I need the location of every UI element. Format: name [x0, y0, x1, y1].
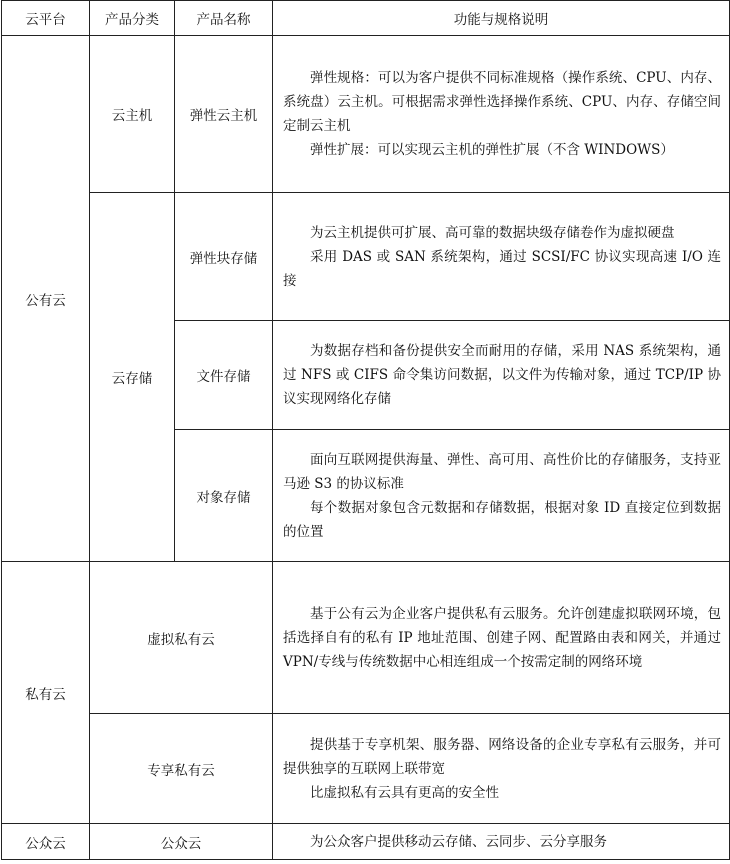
header-description: 功能与规格说明	[273, 1, 730, 36]
product-file-storage: 文件存储	[175, 321, 273, 430]
product-object-storage: 对象存储	[175, 430, 273, 562]
platform-public-cloud: 公有云	[2, 36, 90, 562]
product-elastic-host: 弹性云主机	[175, 36, 273, 193]
header-category: 产品分类	[90, 1, 175, 36]
platform-private-cloud: 私有云	[2, 562, 90, 824]
desc-virtual-private-cloud	[273, 562, 730, 714]
desc-paragraph: 提供基于专享机架、服务器、网络设备的企业专享私有云服务，并可提供独享的互联网上联带宽	[283, 736, 721, 777]
category-cloud-host: 云主机	[90, 36, 175, 193]
desc-block-storage	[273, 193, 730, 321]
desc-file-storage	[273, 321, 730, 430]
desc-paragraph: 为云主机提供可扩展、高可靠的数据块级存储卷作为虚拟硬盘	[310, 224, 675, 241]
product-consumer-cloud: 公众云	[90, 824, 273, 860]
category-cloud-storage: 云存储	[90, 193, 175, 562]
desc-paragraph: 弹性扩展：可以实现云主机的弹性扩展（不含 WINDOWS）	[310, 142, 674, 158]
cloud-products-table	[1, 0, 730, 860]
table-row	[2, 36, 730, 193]
desc-paragraph: 为公众客户提供移动云存储、云同步、云分享服务	[310, 833, 607, 850]
product-block-storage: 弹性块存储	[175, 193, 273, 321]
table-row	[2, 562, 730, 714]
desc-dedicated-private-cloud	[273, 714, 730, 824]
desc-paragraph: 基于公有云为企业客户提供私有云服务。允许创建虚拟联网环境，包括选择自有的私有 IP 地址范围、创建子网、配置路由表和网关，并通过 VPN/专线与传统数据中心相连组成一个按需定制的网络环境	[283, 605, 721, 670]
desc-paragraph: 面向互联网提供海量、弹性、高可用、高性价比的存储服务，支持亚马逊 S3 的协议标准	[283, 451, 721, 492]
desc-elastic-host	[273, 36, 730, 193]
desc-paragraph: 比虚拟私有云具有更高的安全性	[310, 784, 499, 801]
table-row	[2, 714, 730, 824]
header-platform: 云平台	[2, 1, 90, 36]
desc-paragraph: 采用 DAS 或 SAN 系统架构，通过 SCSI/FC 协议实现高速 I/O 连接	[283, 248, 721, 289]
desc-paragraph: 每个数据对象包含元数据和存储数据，根据对象 ID 直接定位到数据的位置	[283, 499, 721, 540]
product-dedicated-private-cloud: 专享私有云	[90, 714, 273, 824]
desc-object-storage	[273, 430, 730, 562]
platform-consumer-cloud: 公众云	[2, 824, 90, 860]
table-row	[2, 824, 730, 860]
table-row	[2, 193, 730, 321]
product-virtual-private-cloud: 虚拟私有云	[90, 562, 273, 714]
header-row	[2, 1, 730, 36]
desc-paragraph: 为数据存档和备份提供安全而耐用的存储，采用 NAS 系统架构，通过 NFS 或 CIFS 命令集访问数据，以文件为传输对象，通过 TCP/IP 协议实现网络化存储	[283, 343, 721, 407]
header-product-name: 产品名称	[175, 1, 273, 36]
desc-consumer-cloud	[273, 824, 730, 860]
desc-paragraph: 弹性规格：可以为客户提供不同标准规格（操作系统、CPU、内存、系统盘）云主机。可根据需求弹性选择操作系统、CPU、内存、存储空间定制云主机	[283, 70, 721, 134]
